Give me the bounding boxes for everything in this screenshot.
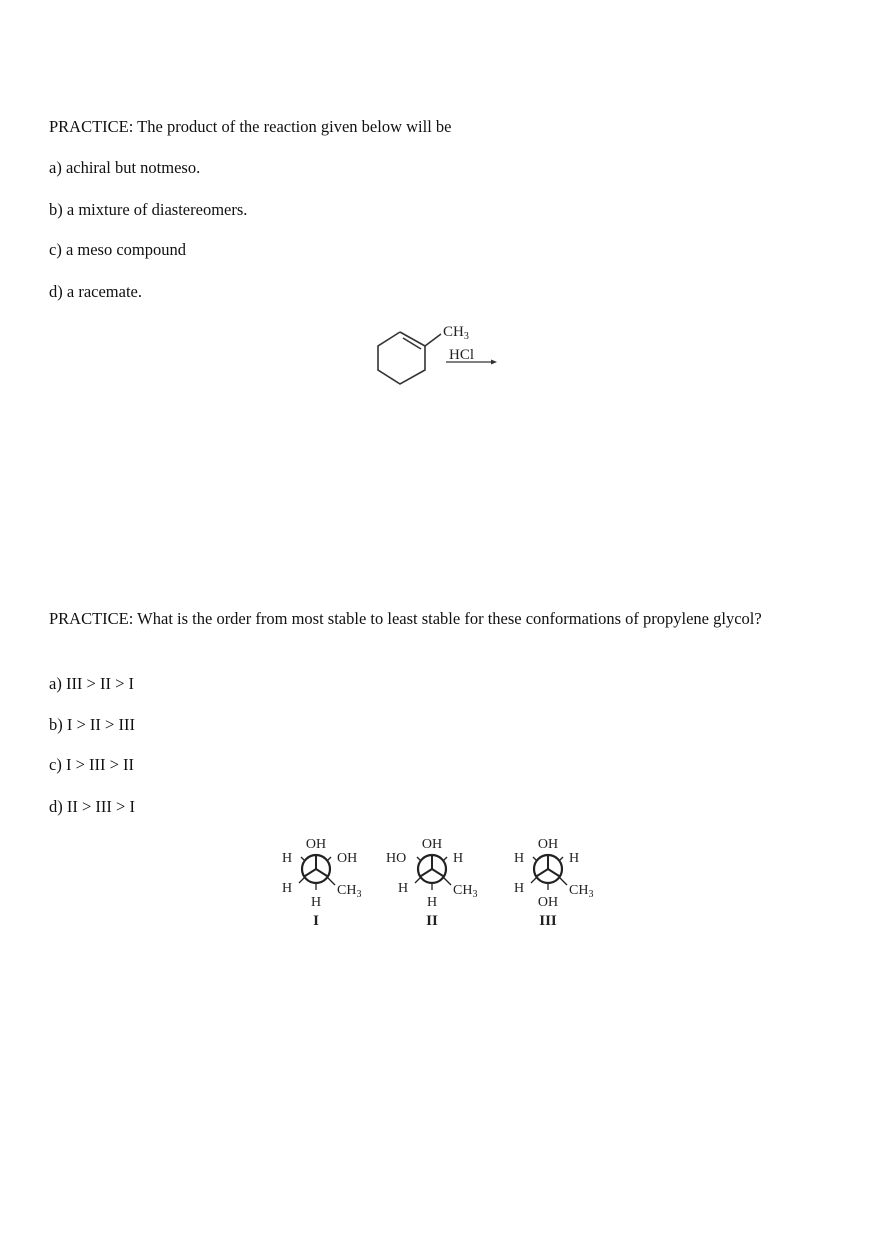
newman-3-bottom: OH bbox=[537, 895, 559, 910]
question-2-option-a: a) III > II > I bbox=[49, 674, 135, 693]
reagent-label: HCl bbox=[449, 347, 475, 363]
newman-3-lower-left: H bbox=[514, 881, 525, 896]
newman-2-label: II bbox=[426, 913, 438, 929]
newman-2-lower-left: H bbox=[398, 881, 409, 896]
newman-3-lower-right: $CH_3$ bbox=[569, 883, 594, 900]
newman-2-upper-left: HO bbox=[386, 851, 407, 866]
newman-2-top: OH bbox=[421, 837, 443, 852]
reaction-scheme bbox=[370, 318, 510, 393]
newman-1-bottom: H bbox=[310, 895, 322, 910]
newman-projection-1 bbox=[282, 837, 361, 929]
question-1-prompt: PRACTICE: The product of the reaction given below will be bbox=[49, 117, 452, 136]
newman-3-upper-right: H bbox=[569, 851, 580, 866]
newman-1-label: I bbox=[313, 913, 319, 929]
newman-2-lower-right: $CH_3$ bbox=[453, 883, 478, 900]
newman-1-upper-right: OH bbox=[337, 851, 358, 866]
newman-3-label: III bbox=[539, 913, 557, 929]
newman-3-upper-left: H bbox=[514, 851, 525, 866]
question-1-option-d: d) a racemate. bbox=[49, 282, 142, 301]
question-1-option-c: c) a meso compound bbox=[49, 240, 187, 259]
newman-1-lower-right: $CH_3$ bbox=[337, 883, 362, 900]
newman-projections bbox=[270, 828, 620, 938]
newman-1-top: OH bbox=[305, 837, 327, 852]
question-2-option-d: d) II > III > I bbox=[49, 797, 135, 816]
question-1-option-a: a) achiral but notmeso. bbox=[49, 158, 201, 177]
newman-2-upper-right: H bbox=[453, 851, 464, 866]
newman-projection-2 bbox=[386, 837, 477, 929]
newman-1-lower-left: H bbox=[282, 881, 293, 896]
question-2-option-b: b) I > II > III bbox=[49, 715, 135, 734]
question-1-option-b: b) a mixture of diastereomers. bbox=[49, 200, 248, 219]
question-2-option-c: c) I > III > II bbox=[49, 755, 135, 774]
cyclohexene-ring bbox=[378, 332, 441, 384]
arrow-head-icon bbox=[491, 360, 497, 365]
newman-2-bottom: H bbox=[426, 895, 438, 910]
newman-3-top: OH bbox=[537, 837, 559, 852]
newman-projection-3 bbox=[514, 837, 593, 929]
methyl-label: $CH_3$ bbox=[443, 324, 469, 342]
question-2-prompt: PRACTICE: What is the order from most stable to least stable for these conformations of propylene glycol? bbox=[49, 609, 762, 628]
newman-1-upper-left: H bbox=[282, 851, 293, 866]
